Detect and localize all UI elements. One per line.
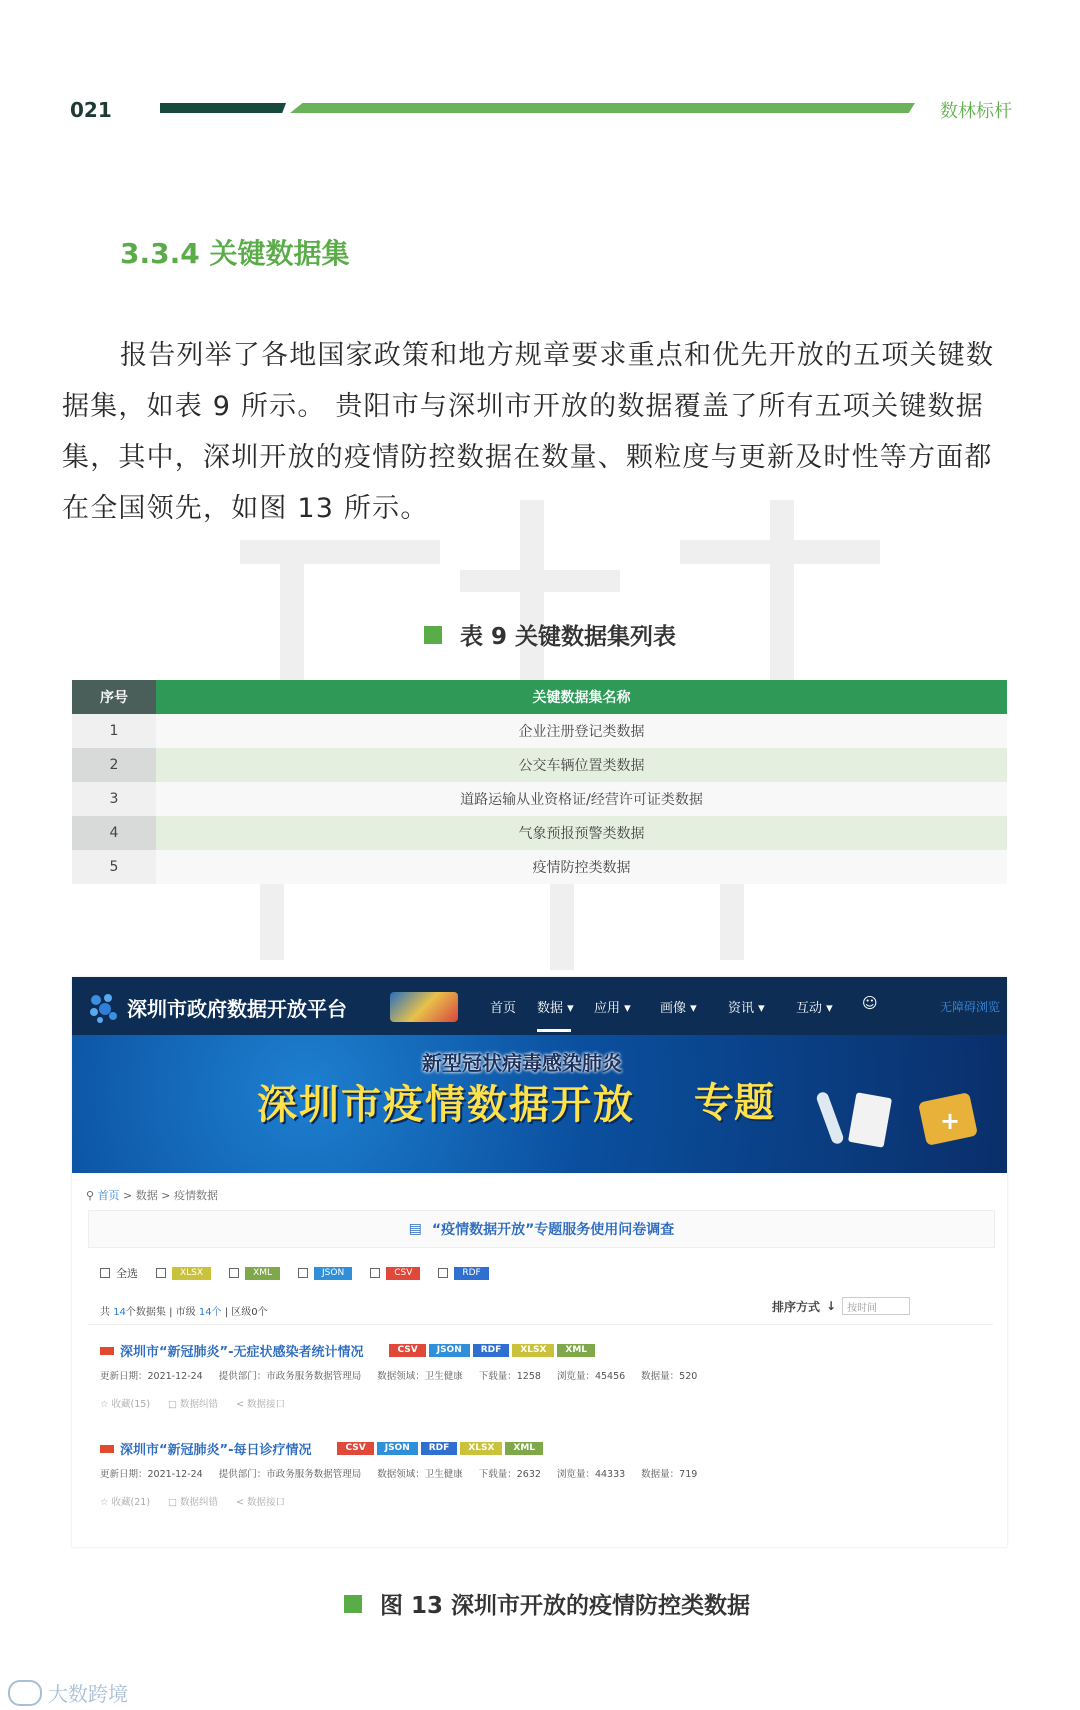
format-tag-json[interactable]: JSON <box>377 1442 418 1455</box>
format-tag-csv[interactable]: CSV <box>337 1442 373 1455</box>
data-field: 数据领域：卫生健康 <box>377 1469 463 1480</box>
format-tag-xlsx: XLSX <box>172 1267 211 1280</box>
nav-item-profile[interactable]: 画像 ▾ <box>660 1001 697 1016</box>
format-tag-xml[interactable]: XML <box>557 1344 595 1357</box>
format-tag-json[interactable]: JSON <box>429 1344 470 1357</box>
format-tag-xml: XML <box>245 1267 280 1280</box>
filter-json[interactable] <box>298 1267 352 1280</box>
breadcrumb <box>86 1187 218 1203</box>
api-label: 数据接口 <box>247 1497 286 1508</box>
table-row <box>72 748 1007 782</box>
sort-control <box>772 1297 910 1315</box>
header-brand: 数林标杆 <box>940 101 1012 122</box>
format-tag-xml[interactable]: XML <box>505 1442 543 1455</box>
error-report-label: 数据纠错 <box>180 1497 219 1508</box>
cell-name: 企业注册登记类数据 <box>156 714 1007 748</box>
breadcrumb-rest: > 数据 > 疫情数据 <box>119 1189 218 1202</box>
covid-banner <box>72 1035 1007 1173</box>
checkbox-icon <box>100 1268 110 1278</box>
format-tag-json: JSON <box>314 1267 352 1280</box>
stats-middle: 个数据集 | 市级 <box>125 1307 199 1318</box>
page-number: 021 <box>70 98 112 122</box>
dataset-title[interactable]: 深圳市“新冠肺炎”-每日诊疗情况 <box>120 1443 312 1458</box>
sort-label: 排序方式 <box>772 1299 821 1314</box>
banner-subtitle: 新型冠状病毒感染肺炎 <box>422 1051 622 1075</box>
update-date: 更新日期：2021-12-24 <box>100 1469 203 1480</box>
checkbox-icon <box>370 1268 380 1278</box>
api-button[interactable] <box>236 1494 285 1508</box>
cell-name: 道路运输从业资格证/经营许可证类数据 <box>156 782 1007 816</box>
corner-watermark <box>8 1678 128 1707</box>
location-pin-icon: ⚲ <box>86 1189 98 1202</box>
stats-suffix: | 区级0个 <box>221 1307 268 1318</box>
nav-item-home[interactable]: 首页 <box>490 1001 517 1016</box>
section-title: 3.3.4 关键数据集 <box>120 237 350 270</box>
filter-all[interactable] <box>100 1265 138 1281</box>
table-row <box>72 714 1007 748</box>
sort-select[interactable]: 按时间 <box>842 1297 910 1315</box>
cell-no: 2 <box>72 748 156 782</box>
report-icon: □ <box>168 1497 181 1508</box>
view-count: 浏览量：45456 <box>556 1371 626 1382</box>
nav-active-underline <box>537 1029 571 1032</box>
checkbox-icon <box>229 1268 239 1278</box>
stats-count: 14 <box>113 1307 126 1318</box>
table-header-row <box>72 680 1007 714</box>
sort-arrow-icon[interactable]: ↓ <box>826 1299 837 1313</box>
filter-all-label: 全选 <box>116 1267 138 1280</box>
header-bar-green <box>290 103 915 113</box>
dataset-item <box>100 1341 980 1410</box>
favorite-button[interactable]: ☆ 收藏(15) <box>100 1399 151 1410</box>
format-tag-csv: CSV <box>386 1267 420 1280</box>
breadcrumb-home[interactable]: 首页 <box>97 1189 120 1202</box>
nav-item-news[interactable]: 资讯 ▾ <box>728 1001 765 1016</box>
figure-caption-text: 图 13 深圳市开放的疫情防控类数据 <box>380 1593 751 1619</box>
survey-link[interactable] <box>88 1210 995 1248</box>
cell-name: 气象预报预警类数据 <box>156 816 1007 850</box>
nav-item-apps[interactable]: 应用 ▾ <box>594 1001 631 1016</box>
header-bar-dark <box>160 103 286 113</box>
api-label: 数据接口 <box>247 1399 286 1410</box>
error-report-label: 数据纠错 <box>180 1399 219 1410</box>
banner-topic: 专题 <box>694 1080 774 1126</box>
dataset-format-tags <box>337 1442 543 1455</box>
key-datasets-table <box>72 680 1007 884</box>
hot-badge-icon <box>100 1347 114 1355</box>
platform-logo-icon <box>86 991 120 1025</box>
filter-xlsx[interactable] <box>156 1267 211 1280</box>
share-icon: < <box>236 1497 248 1508</box>
survey-text: “疫情数据开放”专题服务使用问卷调查 <box>431 1222 675 1238</box>
format-tag-rdf: RDF <box>454 1267 488 1280</box>
checkbox-icon <box>298 1268 308 1278</box>
format-tag-xlsx[interactable]: XLSX <box>512 1344 554 1357</box>
record-count: 数据量：520 <box>641 1371 698 1382</box>
shenzhen-platform-screenshot <box>72 977 1007 1547</box>
format-tag-csv[interactable]: CSV <box>389 1344 425 1357</box>
user-icon[interactable]: ☺ <box>862 994 878 1012</box>
download-count: 下载量：2632 <box>478 1469 541 1480</box>
body-paragraph: 报告列举了各地国家政策和地方规章要求重点和优先开放的五项关键数据集，如表 9 所示。 贵阳市与深圳市开放的数据覆盖了所有五项关键数据集，其中，深圳开放的疫情防控数据在数量、颗粒度与更新及时性等方面都在全国领先，如图 13 所示。 <box>62 340 995 524</box>
cell-name: 疫情防控类数据 <box>156 850 1007 884</box>
dataset-title[interactable]: 深圳市“新冠肺炎”-无症状感染者统计情况 <box>120 1345 364 1360</box>
document-icon: ▤ <box>408 1221 422 1237</box>
api-button[interactable] <box>236 1396 285 1410</box>
banner-main-title: 深圳市疫情数据开放 <box>257 1082 635 1128</box>
share-icon: < <box>236 1399 248 1410</box>
table-row <box>72 850 1007 884</box>
record-count: 数据量：719 <box>641 1469 698 1480</box>
update-date: 更新日期：2021-12-24 <box>100 1371 203 1382</box>
clipboard-icon <box>848 1092 892 1147</box>
report-icon: □ <box>168 1399 181 1410</box>
header-name: 关键数据集名称 <box>156 680 1007 714</box>
checkbox-icon <box>156 1268 166 1278</box>
nav-item-interact[interactable]: 互动 ▾ <box>796 1001 833 1016</box>
format-filters <box>100 1265 489 1281</box>
table-caption-text: 表 9 关键数据集列表 <box>460 624 677 650</box>
format-tag-xlsx[interactable]: XLSX <box>460 1442 502 1455</box>
site-nav-bar <box>72 977 1007 1035</box>
table-row <box>72 782 1007 816</box>
cell-no: 1 <box>72 714 156 748</box>
platform-title[interactable]: 深圳市政府数据开放平台 <box>127 997 347 1021</box>
dataset-item <box>100 1439 980 1508</box>
watermark-text: 大数跨境 <box>48 1682 128 1706</box>
filter-csv[interactable] <box>370 1267 420 1280</box>
view-count: 浏览量：44333 <box>556 1469 626 1480</box>
provider-dept: 提供部门：市政务服务数据管理局 <box>218 1371 362 1382</box>
watermark-logo-icon <box>8 1680 42 1706</box>
error-report-button[interactable] <box>168 1494 218 1508</box>
caption-square-icon <box>424 626 442 644</box>
stats-city: 14个 <box>198 1307 222 1318</box>
nav-item-data[interactable]: 数据 ▾ <box>537 1001 574 1016</box>
download-count: 下载量：1258 <box>478 1371 541 1382</box>
format-tag-rdf[interactable]: RDF <box>473 1344 510 1357</box>
list-divider <box>88 1324 993 1325</box>
checkbox-icon <box>438 1268 448 1278</box>
figure-caption <box>344 1587 750 1620</box>
cell-name: 公交车辆位置类数据 <box>156 748 1007 782</box>
cell-no: 3 <box>72 782 156 816</box>
favorite-button[interactable]: ☆ 收藏(21) <box>100 1497 151 1508</box>
filter-rdf[interactable] <box>438 1267 488 1280</box>
table-row <box>72 816 1007 850</box>
dataset-stats <box>100 1303 268 1318</box>
hot-badge-icon <box>100 1445 114 1453</box>
shenzhen-badge-logo <box>390 992 458 1022</box>
medical-cross-icon: + <box>940 1107 961 1135</box>
filter-xml[interactable] <box>229 1267 280 1280</box>
accessibility-link[interactable]: 无障碍浏览 <box>940 1000 1001 1014</box>
table-caption <box>424 618 676 651</box>
test-tube-icon <box>815 1091 845 1146</box>
header-no: 序号 <box>72 680 156 714</box>
provider-dept: 提供部门：市政务服务数据管理局 <box>218 1469 362 1480</box>
stats-prefix: 共 <box>100 1307 114 1318</box>
error-report-button[interactable] <box>168 1396 218 1410</box>
caption-square-icon <box>344 1595 362 1613</box>
dataset-format-tags <box>389 1344 595 1357</box>
data-field: 数据领域：卫生健康 <box>377 1371 463 1382</box>
cell-no: 5 <box>72 850 156 884</box>
cell-no: 4 <box>72 816 156 850</box>
format-tag-rdf[interactable]: RDF <box>421 1442 458 1455</box>
